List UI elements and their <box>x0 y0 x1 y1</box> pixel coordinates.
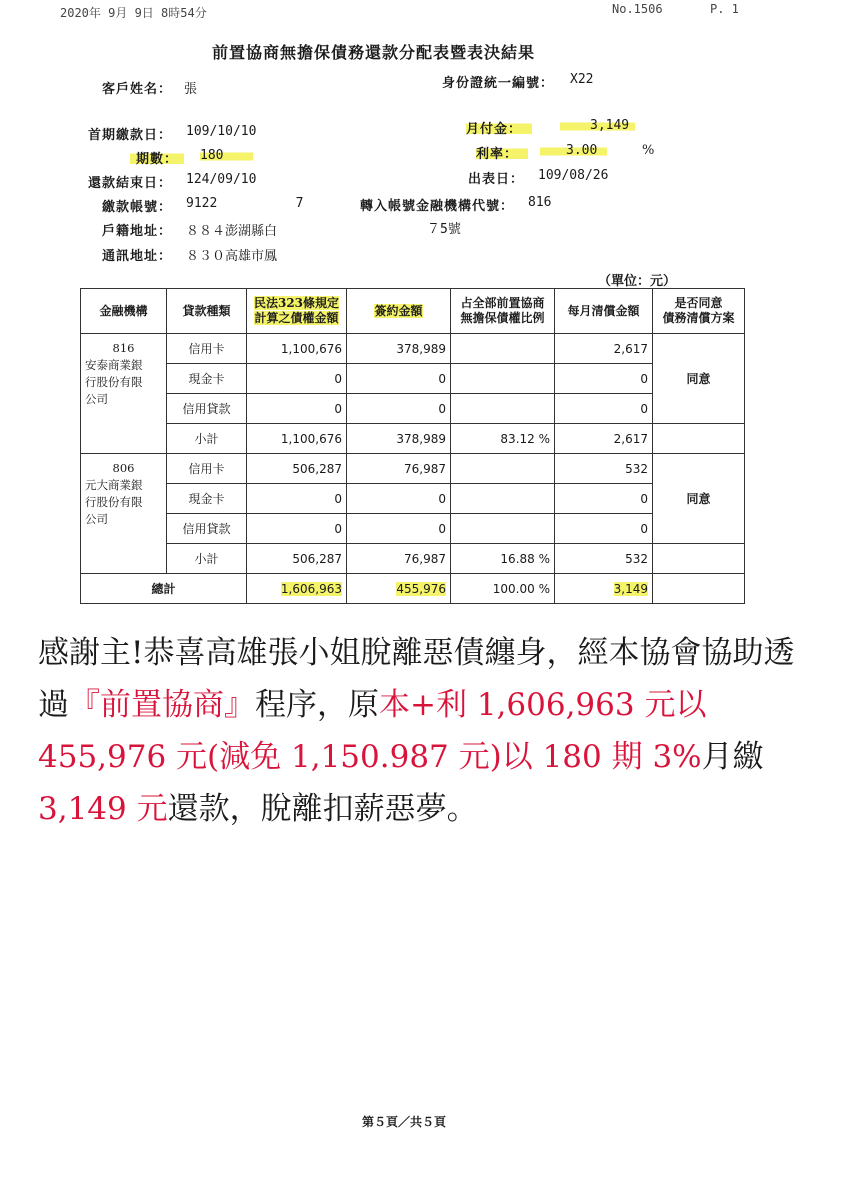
ratio: 16.88 % <box>451 544 555 574</box>
end-date-label: 還款結束日： <box>88 176 173 191</box>
header-claim: 民法323條規定 計算之債權金額 <box>247 289 347 334</box>
table-row <box>81 424 745 454</box>
household-address: ８８４澎湖縣白 <box>186 224 278 239</box>
address-tail: ７5號 <box>427 222 461 237</box>
ratio <box>451 364 555 394</box>
total-row <box>81 574 745 604</box>
loan-type: 信用卡 <box>167 334 247 364</box>
claim-amount: 0 <box>247 484 347 514</box>
fax-page: P. 1 <box>710 2 739 16</box>
transfer-bank-code: 816 <box>528 195 552 210</box>
claim-amount: 1,100,676 <box>247 424 347 454</box>
id-number: X22 <box>570 72 594 87</box>
unit-note: （單位：元） <box>598 274 677 289</box>
loan-type: 信用貸款 <box>167 514 247 544</box>
contract-amount: 378,989 <box>347 424 451 454</box>
table-row <box>81 394 745 424</box>
monthly-amount: 2,617 <box>555 424 653 454</box>
empty-cell <box>653 574 745 604</box>
table-row <box>81 544 745 574</box>
issue-date: 109/08/26 <box>538 168 609 183</box>
issue-date-label: 出表日： <box>468 172 525 187</box>
table-row <box>81 484 745 514</box>
monthly-payment-label: 月付金： <box>466 118 532 137</box>
fax-number: No.1506 <box>612 2 663 16</box>
end-date: 124/09/10 <box>186 172 257 187</box>
bank-cell: 816 安泰商業銀 行股份有限 公司 <box>81 334 167 454</box>
household-address-label: 戶籍地址： <box>102 224 173 239</box>
vote-cell: 同意 <box>653 454 745 544</box>
table-row <box>81 454 745 484</box>
table-row <box>81 514 745 544</box>
header-ratio: 占全部前置協商 無擔保債權比例 <box>451 289 555 334</box>
ratio <box>451 334 555 364</box>
monthly-amount: 0 <box>555 364 653 394</box>
claim-amount: 0 <box>247 364 347 394</box>
document-title: 前置協商無擔保債務還款分配表暨表決結果 <box>212 43 536 62</box>
loan-type: 小計 <box>167 424 247 454</box>
monthly-amount: 2,617 <box>555 334 653 364</box>
ratio <box>451 454 555 484</box>
customer-name-label: 客戶姓名： <box>102 82 173 97</box>
monthly-amount: 0 <box>555 484 653 514</box>
total-ratio: 100.00 % <box>451 574 555 604</box>
bank-cell: 806 元大商業銀 行股份有限 公司 <box>81 454 167 574</box>
mail-address-label: 通訊地址： <box>102 249 173 264</box>
total-label: 總計 <box>81 574 247 604</box>
loan-type: 信用卡 <box>167 454 247 484</box>
customer-name: 張 <box>184 82 198 97</box>
success-story: 感謝主!恭喜高雄張小姐脫離惡債纏身，經本協會協助透過『前置協商』程序，原本+利 1,606,963 元以 455,976 元(減免 1,150.987 元)以 180 期 3%月繳 3,149 元還款，脫離扣薪惡夢。 <box>38 635 795 827</box>
id-label: 身份證統一編號： <box>442 76 555 91</box>
ratio <box>451 394 555 424</box>
claim-amount: 506,287 <box>247 544 347 574</box>
monthly-amount: 532 <box>555 544 653 574</box>
total-claim: 1,606,963 <box>247 574 347 604</box>
account-number: 9122 7 <box>186 196 304 211</box>
claim-amount: 506,287 <box>247 454 347 484</box>
periods-value: 180 <box>200 148 253 163</box>
vote-cell: 同意 <box>653 334 745 424</box>
loan-type: 現金卡 <box>167 364 247 394</box>
rate-unit: % <box>642 143 655 158</box>
transfer-bank-label: 轉入帳號金融機構代號： <box>360 199 515 214</box>
table-row <box>81 334 745 364</box>
contract-amount: 76,987 <box>347 454 451 484</box>
contract-amount: 0 <box>347 514 451 544</box>
interest-rate: 3.00 <box>540 143 607 158</box>
ratio <box>451 514 555 544</box>
total-monthly: 3,149 <box>555 574 653 604</box>
loan-type: 信用貸款 <box>167 394 247 424</box>
claim-amount: 0 <box>247 394 347 424</box>
total-contract: 455,976 <box>347 574 451 604</box>
contract-amount: 0 <box>347 484 451 514</box>
contract-amount: 0 <box>347 364 451 394</box>
claim-amount: 1,100,676 <box>247 334 347 364</box>
contract-amount: 0 <box>347 394 451 424</box>
fax-datetime: 2020年 9月 9日 8時54分 <box>60 6 207 20</box>
header-loan-type: 貸款種類 <box>167 289 247 334</box>
contract-amount: 378,989 <box>347 334 451 364</box>
monthly-amount: 532 <box>555 454 653 484</box>
contract-amount: 76,987 <box>347 544 451 574</box>
empty-cell <box>653 544 745 574</box>
first-pay-label: 首期繳款日： <box>88 128 173 143</box>
distribution-table <box>80 288 745 604</box>
table-header-row <box>81 289 745 334</box>
interest-rate-label: 利率： <box>476 143 528 162</box>
monthly-payment: 3,149 <box>560 118 635 133</box>
ratio <box>451 484 555 514</box>
ratio: 83.12 % <box>451 424 555 454</box>
monthly-amount: 0 <box>555 394 653 424</box>
first-pay-date: 109/10/10 <box>186 124 257 139</box>
mail-address: ８３０高雄市鳳 <box>186 249 278 264</box>
header-vote: 是否同意 債務清償方案 <box>653 289 745 334</box>
loan-type: 現金卡 <box>167 484 247 514</box>
account-label: 繳款帳號： <box>102 200 173 215</box>
loan-type: 小計 <box>167 544 247 574</box>
table-row <box>81 364 745 394</box>
header-bank: 金融機構 <box>81 289 167 334</box>
header-monthly: 每月清償金額 <box>555 289 653 334</box>
periods-label: 期數： <box>130 148 184 167</box>
monthly-amount: 0 <box>555 514 653 544</box>
page-footer: 第５頁／共５頁 <box>362 1115 447 1129</box>
empty-cell <box>653 424 745 454</box>
claim-amount: 0 <box>247 514 347 544</box>
header-contract: 簽約金額 <box>347 289 451 334</box>
